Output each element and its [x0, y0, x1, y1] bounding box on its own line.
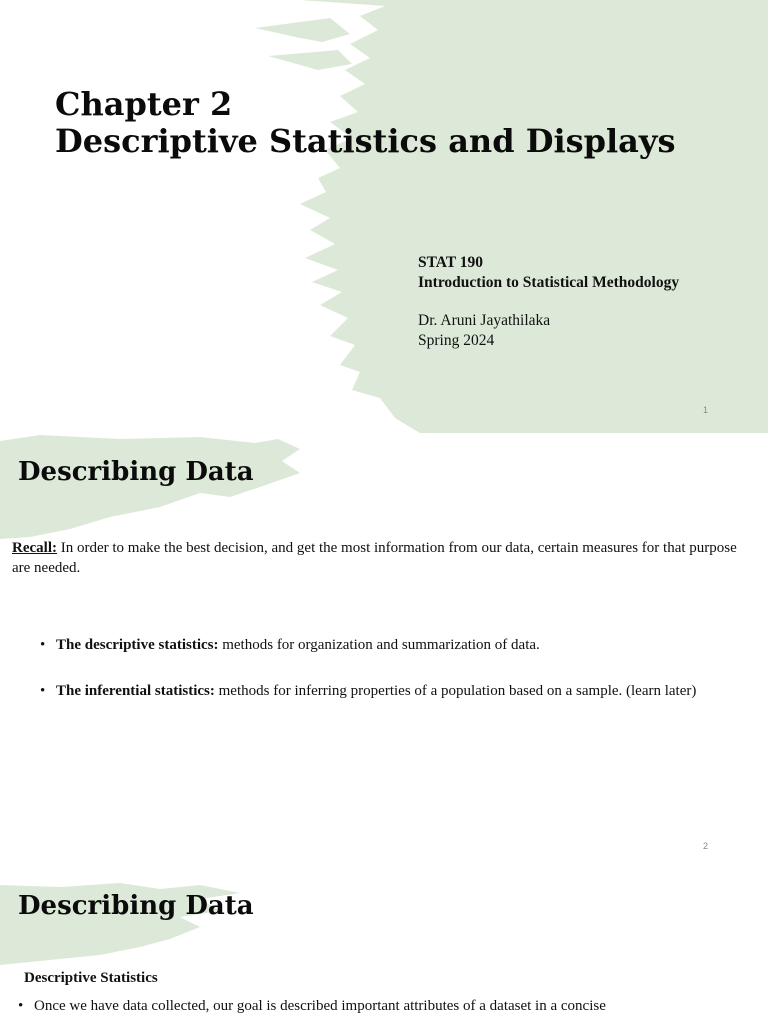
- recall-label: Recall:: [12, 540, 57, 556]
- bullet-term: The descriptive statistics:: [56, 637, 219, 653]
- green-brush-shape: [0, 867, 320, 987]
- list-item: [18, 997, 768, 1017]
- course-code: STAT 190: [418, 254, 484, 271]
- chapter-number: Chapter 2: [55, 85, 233, 123]
- page-number: 1: [703, 405, 709, 415]
- green-brush-shape: [0, 0, 768, 433]
- subheading: Descriptive Statistics: [24, 970, 158, 986]
- bullet-text: methods for organization and summarization of data.: [218, 637, 540, 653]
- course-info: [418, 253, 679, 351]
- slide-2: [0, 433, 768, 867]
- slide-1: [0, 0, 768, 433]
- instructor-name: Dr. Aruni Jayathilaka: [418, 312, 551, 329]
- chapter-name: Descriptive Statistics and Displays: [55, 122, 676, 160]
- bullet-icon: •: [40, 637, 46, 653]
- list-item: [40, 636, 746, 656]
- bullet-icon: •: [18, 998, 24, 1014]
- green-brush-shape: [0, 433, 320, 553]
- chapter-title: [55, 86, 676, 160]
- slide-title: Describing Data: [18, 457, 254, 487]
- bullet-term: The inferential statistics:: [56, 683, 215, 699]
- course-name: Introduction to Statistical Methodology: [418, 274, 680, 291]
- spacer: [418, 293, 679, 311]
- recall-text: In order to make the best decision, and get the most information from our data, certain measures for that purpose are needed.: [12, 540, 737, 576]
- bullet-text: methods for inferring properties of a population based on a sample. (learn later): [214, 683, 697, 699]
- bullet-icon: •: [40, 683, 46, 699]
- slide-title: Describing Data: [18, 891, 254, 921]
- term: Spring 2024: [418, 332, 495, 349]
- page-number: 2: [703, 841, 709, 851]
- recall-paragraph: [12, 539, 757, 578]
- bullet-text: Once we have data collected, our goal is described important attributes of a dataset in a concise: [34, 998, 606, 1014]
- slide-3: [0, 867, 768, 1024]
- list-item: [40, 682, 746, 702]
